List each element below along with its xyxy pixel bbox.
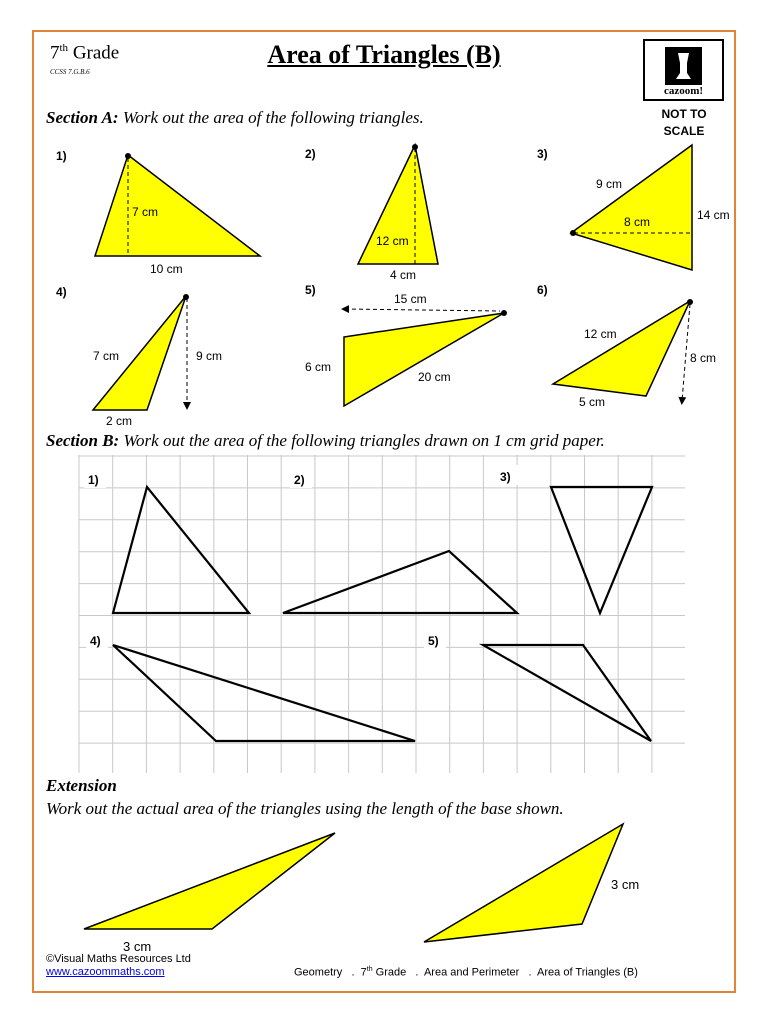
- a5-side-label: 20 cm: [418, 370, 451, 384]
- a3-side-label: 9 cm: [596, 177, 623, 191]
- a1-number: 1): [56, 149, 67, 163]
- b4-number: 4): [90, 634, 101, 648]
- b1-number: 1): [88, 473, 99, 487]
- a1-height-label: 7 cm: [132, 205, 159, 219]
- a6-side-label: 12 cm: [584, 327, 617, 341]
- ext1-base-label: 3 cm: [123, 939, 152, 954]
- section-b-heading: Section B: Work out the area of the following triangles drawn on 1 cm grid paper.: [46, 431, 605, 450]
- page-title: Area of Triangles (B): [267, 40, 501, 69]
- b5-number: 5): [428, 634, 439, 648]
- ext1-triangle: [84, 833, 335, 929]
- ext2-triangle: [424, 824, 623, 942]
- grade-label: 7th Grade: [50, 42, 120, 64]
- a4-number: 4): [56, 285, 67, 299]
- a5-number: 5): [305, 283, 316, 297]
- a2-base-label: 4 cm: [390, 268, 417, 282]
- a4-side-label: 7 cm: [93, 349, 120, 363]
- a6-number: 6): [537, 283, 548, 297]
- footer-left: [46, 953, 191, 979]
- a6-height-label: 8 cm: [690, 351, 717, 365]
- a6-base-label: 5 cm: [579, 395, 606, 409]
- a3-number: 3): [537, 147, 548, 161]
- a1-base-label: 10 cm: [150, 262, 183, 276]
- a5-base-label: 6 cm: [305, 360, 332, 374]
- not-to-scale-note: NOT TO SCALE: [661, 107, 707, 138]
- section-a-heading: Section A: Work out the area of the following triangles.: [46, 108, 424, 127]
- a2-height-label: 12 cm: [376, 234, 409, 248]
- a4-height-label: 9 cm: [196, 349, 223, 363]
- ext2-base-label: 3 cm: [611, 877, 640, 892]
- a3-base-label: 14 cm: [697, 208, 730, 222]
- b2-number: 2): [294, 473, 305, 487]
- copyright-text: ©Visual Maths Resources Ltd: [46, 953, 191, 965]
- footer-breadcrumb: Geometry . 7th Grade . Area and Perimeter . Area of Triangles (B): [294, 966, 638, 979]
- a3-height-label: 8 cm: [624, 215, 651, 229]
- logo-text: cazoom!: [663, 85, 704, 97]
- a4-base-label: 2 cm: [106, 414, 133, 428]
- extension-heading: Extension: [46, 776, 117, 795]
- extension-instruction: Work out the actual area of the triangles using the length of the base shown.: [46, 799, 564, 818]
- website-link[interactable]: www.cazoommaths.com: [46, 966, 165, 978]
- ccss-code: CCSS 7.G.B.6: [50, 68, 90, 76]
- b3-number: 3): [500, 470, 511, 484]
- a5-height-label: 15 cm: [394, 292, 427, 306]
- a2-number: 2): [305, 147, 316, 161]
